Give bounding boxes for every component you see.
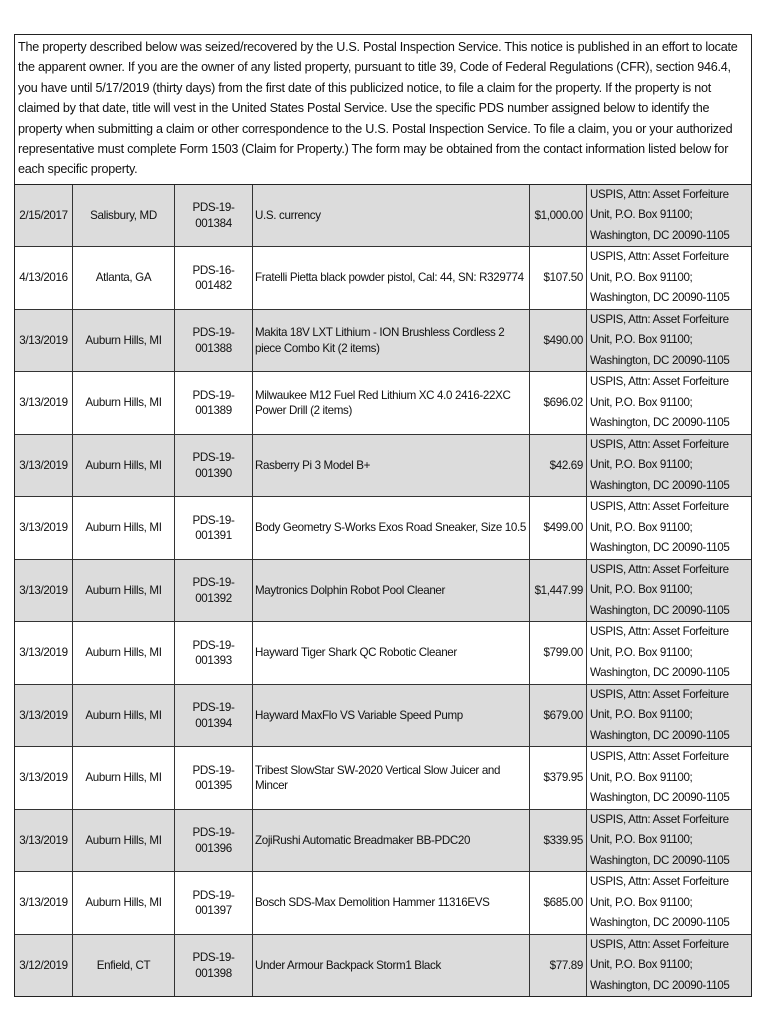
contact-address-cell: USPIS, Attn: Asset Forfeiture Unit, P.O. Box 91100; Washington, DC 20090-1105 bbox=[587, 185, 752, 247]
property-value-cell: $107.50 bbox=[530, 247, 587, 310]
pds-number-cell: PDS-19-001390 bbox=[175, 434, 253, 497]
contact-address-cell: USPIS, Attn: Asset Forfeiture Unit, P.O. Box 91100; Washington, DC 20090-1105 bbox=[587, 559, 752, 622]
seizure-date-cell: 3/12/2019 bbox=[15, 934, 73, 996]
property-description-cell: Milwaukee M12 Fuel Red Lithium XC 4.0 2416-22XC Power Drill (2 items) bbox=[253, 372, 530, 435]
property-table bbox=[15, 185, 751, 997]
seizure-date-cell: 4/13/2016 bbox=[15, 247, 73, 310]
pds-number-cell: PDS-19-001389 bbox=[175, 372, 253, 435]
contact-address-cell: USPIS, Attn: Asset Forfeiture Unit, P.O. Box 91100; Washington, DC 20090-1105 bbox=[587, 622, 752, 685]
location-cell: Auburn Hills, MI bbox=[73, 309, 175, 372]
location-cell: Auburn Hills, MI bbox=[73, 497, 175, 560]
table-row bbox=[15, 747, 751, 810]
location-cell: Auburn Hills, MI bbox=[73, 372, 175, 435]
property-description-cell: Maytronics Dolphin Robot Pool Cleaner bbox=[253, 559, 530, 622]
seizure-date-cell: 3/13/2019 bbox=[15, 809, 73, 872]
table-row bbox=[15, 372, 751, 435]
location-cell: Auburn Hills, MI bbox=[73, 559, 175, 622]
property-value-cell: $77.89 bbox=[530, 934, 587, 996]
pds-number-cell: PDS-19-001392 bbox=[175, 559, 253, 622]
property-description-cell: Bosch SDS-Max Demolition Hammer 11316EVS bbox=[253, 872, 530, 935]
table-row bbox=[15, 809, 751, 872]
table-row bbox=[15, 497, 751, 560]
table-row bbox=[15, 185, 751, 247]
seizure-date-cell: 3/13/2019 bbox=[15, 309, 73, 372]
pds-number-cell: PDS-19-001393 bbox=[175, 622, 253, 685]
property-value-cell: $1,000.00 bbox=[530, 185, 587, 247]
location-cell: Auburn Hills, MI bbox=[73, 809, 175, 872]
property-value-cell: $696.02 bbox=[530, 372, 587, 435]
property-description-cell: Rasberry Pi 3 Model B+ bbox=[253, 434, 530, 497]
property-value-cell: $339.95 bbox=[530, 809, 587, 872]
pds-number-cell: PDS-19-001398 bbox=[175, 934, 253, 996]
property-description-cell: Makita 18V LXT Lithium - ION Brushless Cordless 2 piece Combo Kit (2 items) bbox=[253, 309, 530, 372]
property-description-cell: Fratelli Pietta black powder pistol, Cal: 44, SN: R329774 bbox=[253, 247, 530, 310]
seizure-date-cell: 3/13/2019 bbox=[15, 434, 73, 497]
table-row bbox=[15, 309, 751, 372]
pds-number-cell: PDS-19-001395 bbox=[175, 747, 253, 810]
location-cell: Auburn Hills, MI bbox=[73, 872, 175, 935]
location-cell: Salisbury, MD bbox=[73, 185, 175, 247]
property-description-cell: U.S. currency bbox=[253, 185, 530, 247]
table-row bbox=[15, 559, 751, 622]
location-cell: Atlanta, GA bbox=[73, 247, 175, 310]
property-description-cell: Hayward MaxFlo VS Variable Speed Pump bbox=[253, 684, 530, 747]
pds-number-cell: PDS-19-001397 bbox=[175, 872, 253, 935]
table-row bbox=[15, 434, 751, 497]
location-cell: Auburn Hills, MI bbox=[73, 434, 175, 497]
seizure-date-cell: 3/13/2019 bbox=[15, 497, 73, 560]
seizure-date-cell: 2/15/2017 bbox=[15, 185, 73, 247]
seizure-date-cell: 3/13/2019 bbox=[15, 559, 73, 622]
property-description-cell: ZojiRushi Automatic Breadmaker BB-PDC20 bbox=[253, 809, 530, 872]
contact-address-cell: USPIS, Attn: Asset Forfeiture Unit, P.O. Box 91100; Washington, DC 20090-1105 bbox=[587, 809, 752, 872]
property-value-cell: $499.00 bbox=[530, 497, 587, 560]
pds-number-cell: PDS-19-001394 bbox=[175, 684, 253, 747]
location-cell: Enfield, CT bbox=[73, 934, 175, 996]
property-description-cell: Body Geometry S-Works Exos Road Sneaker, Size 10.5 bbox=[253, 497, 530, 560]
property-value-cell: $685.00 bbox=[530, 872, 587, 935]
seizure-date-cell: 3/13/2019 bbox=[15, 747, 73, 810]
table-row bbox=[15, 872, 751, 935]
contact-address-cell: USPIS, Attn: Asset Forfeiture Unit, P.O. Box 91100; Washington, DC 20090-1105 bbox=[587, 372, 752, 435]
property-description-cell: Under Armour Backpack Storm1 Black bbox=[253, 934, 530, 996]
location-cell: Auburn Hills, MI bbox=[73, 684, 175, 747]
location-cell: Auburn Hills, MI bbox=[73, 622, 175, 685]
table-row bbox=[15, 622, 751, 685]
contact-address-cell: USPIS, Attn: Asset Forfeiture Unit, P.O. Box 91100; Washington, DC 20090-1105 bbox=[587, 747, 752, 810]
seizure-date-cell: 3/13/2019 bbox=[15, 872, 73, 935]
contact-address-cell: USPIS, Attn: Asset Forfeiture Unit, P.O. Box 91100; Washington, DC 20090-1105 bbox=[587, 247, 752, 310]
contact-address-cell: USPIS, Attn: Asset Forfeiture Unit, P.O. Box 91100; Washington, DC 20090-1105 bbox=[587, 434, 752, 497]
contact-address-cell: USPIS, Attn: Asset Forfeiture Unit, P.O. Box 91100; Washington, DC 20090-1105 bbox=[587, 684, 752, 747]
table-row bbox=[15, 684, 751, 747]
table-row bbox=[15, 247, 751, 310]
seizure-date-cell: 3/13/2019 bbox=[15, 372, 73, 435]
contact-address-cell: USPIS, Attn: Asset Forfeiture Unit, P.O. Box 91100; Washington, DC 20090-1105 bbox=[587, 872, 752, 935]
property-value-cell: $679.00 bbox=[530, 684, 587, 747]
location-cell: Auburn Hills, MI bbox=[73, 747, 175, 810]
table-row bbox=[15, 934, 751, 996]
contact-address-cell: USPIS, Attn: Asset Forfeiture Unit, P.O. Box 91100; Washington, DC 20090-1105 bbox=[587, 309, 752, 372]
pds-number-cell: PDS-19-001388 bbox=[175, 309, 253, 372]
property-table-body bbox=[15, 185, 751, 997]
contact-address-cell: USPIS, Attn: Asset Forfeiture Unit, P.O. Box 91100; Washington, DC 20090-1105 bbox=[587, 497, 752, 560]
property-value-cell: $1,447.99 bbox=[530, 559, 587, 622]
property-description-cell: Tribest SlowStar SW-2020 Vertical Slow Juicer and Mincer bbox=[253, 747, 530, 810]
property-value-cell: $379.95 bbox=[530, 747, 587, 810]
pds-number-cell: PDS-19-001396 bbox=[175, 809, 253, 872]
property-value-cell: $490.00 bbox=[530, 309, 587, 372]
pds-number-cell: PDS-19-001384 bbox=[175, 185, 253, 247]
pds-number-cell: PDS-19-001391 bbox=[175, 497, 253, 560]
property-value-cell: $42.69 bbox=[530, 434, 587, 497]
pds-number-cell: PDS-16-001482 bbox=[175, 247, 253, 310]
seizure-date-cell: 3/13/2019 bbox=[15, 684, 73, 747]
property-description-cell: Hayward Tiger Shark QC Robotic Cleaner bbox=[253, 622, 530, 685]
property-value-cell: $799.00 bbox=[530, 622, 587, 685]
forfeiture-notice-sheet bbox=[14, 34, 752, 997]
contact-address-cell: USPIS, Attn: Asset Forfeiture Unit, P.O. Box 91100; Washington, DC 20090-1105 bbox=[587, 934, 752, 996]
notice-paragraph: The property described below was seized/recovered by the U.S. Postal Inspection Service. This notice is published in an effort to locate the apparent owner. If you are the owner of any listed property, pursuant to title 39, Code of Federal Regulations (CFR), section 946.4, you have until 5/17/2019 (thirty days) from the first date of this publicized notice, to file a claim for the property. If the property is not claimed by that date, title will vest in the United States Postal Service. Use the specific PDS number assigned below to identify the property when submitting a claim or other correspondence to the U.S. Postal Inspection Service. To file a claim, you or your authorized representative must complete Form 1503 (Claim for Property.) The form may be obtained from the contact information listed below for each specific property. bbox=[15, 35, 751, 185]
seizure-date-cell: 3/13/2019 bbox=[15, 622, 73, 685]
